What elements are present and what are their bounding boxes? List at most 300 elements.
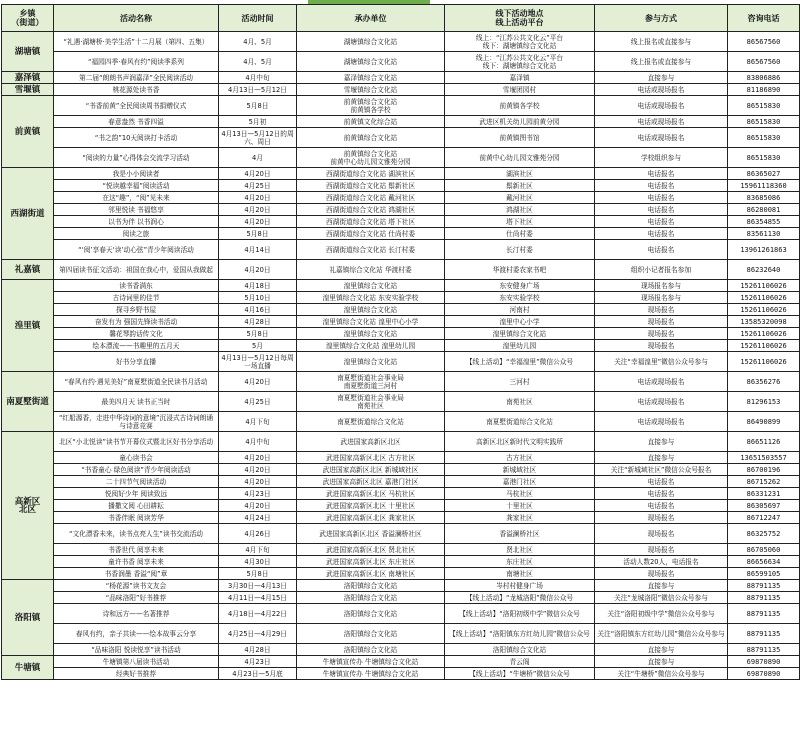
phone-cell: 83806886 xyxy=(728,72,800,84)
organizer-cell: 牛塘镇宣传办 牛塘镇综合文化站 xyxy=(297,668,445,680)
method-cell: 电话报名 xyxy=(595,192,728,204)
organizer-cell: 湖塘镇综合文化站 xyxy=(297,32,445,52)
venue-cell: 湟里幼儿园 xyxy=(445,340,595,352)
phone-cell: 83561130 xyxy=(728,228,800,240)
venue-cell: 十里社区 xyxy=(445,500,595,512)
organizer-cell: 武进国家高新区北区 新城域社区 xyxy=(297,464,445,476)
activity-cell: 悦阅好少年 阅读致远 xyxy=(54,488,219,500)
method-cell: 电话或现场报名 xyxy=(595,96,728,116)
organizer-cell: 洛阳镇综合文化站 xyxy=(297,604,445,624)
phone-cell: 86365027 xyxy=(728,168,800,180)
method-cell: 直接参与 xyxy=(595,580,728,592)
activity-cell: “书之韵”10天阅读打卡活动 xyxy=(54,128,219,148)
activity-cell: 童心读书会 xyxy=(54,452,219,464)
time-cell: 4月18日—4月22日 xyxy=(219,604,297,624)
time-cell: 4月13日—5月12日的周六、周日 xyxy=(219,128,297,148)
phone-cell: 86331231 xyxy=(728,488,800,500)
method-cell: 直接参与 xyxy=(595,644,728,656)
venue-cell: 南苑社区 xyxy=(445,392,595,412)
time-cell: 5月 xyxy=(219,340,297,352)
method-cell: 电话报名 xyxy=(595,180,728,192)
organizer-cell: 湟里镇综合文化站 xyxy=(297,328,445,340)
phone-cell: 86515830 xyxy=(728,96,800,116)
table-row xyxy=(2,604,800,624)
organizer-cell: 雪堰镇综合文化站 xyxy=(297,84,445,96)
time-cell: 5月8日 xyxy=(219,96,297,116)
venue-cell: 青云阁 xyxy=(445,656,595,668)
table-row xyxy=(2,556,800,568)
activity-schedule-table xyxy=(1,4,800,680)
table-row xyxy=(2,524,800,544)
table-row xyxy=(2,260,800,280)
method-cell: 电话报名 xyxy=(595,240,728,260)
table-row xyxy=(2,52,800,72)
organizer-cell: 湟里镇综合文化站 湟里中心小学 xyxy=(297,316,445,328)
activity-cell: 第二届“朗朗书声润嘉泽”全民阅读活动 xyxy=(54,72,219,84)
time-cell: 4月18日 xyxy=(219,280,297,292)
organizer-cell: 湟里镇综合文化站 xyxy=(297,280,445,292)
method-cell: 电话报名 xyxy=(595,476,728,488)
activity-cell: 第四届读书征文活动：祖国在我心中，爱国从我做起 xyxy=(54,260,219,280)
table-row xyxy=(2,204,800,216)
time-cell: 4月、5月 xyxy=(219,52,297,72)
activity-cell: 春风有约，亲子共读——绘本故事云分享 xyxy=(54,624,219,644)
phone-cell: 86656634 xyxy=(728,556,800,568)
phone-cell: 86715262 xyxy=(728,476,800,488)
venue-cell: 新城域社区 xyxy=(445,464,595,476)
organizer-cell: 西湖街道综合文化站 戴河社区 xyxy=(297,192,445,204)
table-row xyxy=(2,72,800,84)
organizer-cell: 武进国家高新区北区 马杭社区 xyxy=(297,488,445,500)
organizer-cell: 洛阳镇综合文化站 xyxy=(297,644,445,656)
method-cell: 关注“牛塘桥”微信公众号参与 xyxy=(595,668,728,680)
method-cell: 电话或现场报名 xyxy=(595,84,728,96)
venue-cell: 塔下社区 xyxy=(445,216,595,228)
method-cell: 电话报名 xyxy=(595,488,728,500)
organizer-cell: 洛阳镇综合文化站 xyxy=(297,624,445,644)
town-cell: 前黄镇 xyxy=(2,96,54,168)
table-row xyxy=(2,568,800,580)
venue-cell: 洛阳镇综合文化站 xyxy=(445,644,595,656)
table-row xyxy=(2,452,800,464)
method-cell: 关注“龙城洛阳”微信公众号参与 xyxy=(595,592,728,604)
table-row xyxy=(2,372,800,392)
time-cell: 4月下旬 xyxy=(219,544,297,556)
organizer-cell: 西湖街道综合文化站 鬃新社区 xyxy=(297,180,445,192)
activity-cell: 好书分享直播 xyxy=(54,352,219,372)
activity-cell: “礼遇·湖塘桥·美学生活”十二月展（第四、五集） xyxy=(54,32,219,52)
method-cell: 电话或现场报名 xyxy=(595,372,728,392)
venue-cell: 南塘社区 xyxy=(445,568,595,580)
activity-cell: “红船源香，走进中华诗词的意境”沉浸式古诗词朗诵与诗意竞赛 xyxy=(54,412,219,432)
time-cell: 5月8日 xyxy=(219,568,297,580)
town-cell: 嘉泽镇 xyxy=(2,72,54,84)
method-cell: 现场报名 xyxy=(595,544,728,556)
time-cell: 4月11日—4月15日 xyxy=(219,592,297,604)
table-row xyxy=(2,592,800,604)
phone-cell: 15261106026 xyxy=(728,352,800,372)
time-cell: 4月13日—5月12日每周一场直播 xyxy=(219,352,297,372)
table-row xyxy=(2,340,800,352)
venue-cell: 鬃新社区 xyxy=(445,180,595,192)
method-cell: 电话报名 xyxy=(595,168,728,180)
phone-cell: 86712247 xyxy=(728,512,800,524)
venue-cell: 古方社区 xyxy=(445,452,595,464)
phone-cell: 88791135 xyxy=(728,644,800,656)
table-row xyxy=(2,228,800,240)
phone-cell: 88791135 xyxy=(728,604,800,624)
activity-cell: 奋发有为 强国先锋读书活动 xyxy=(54,316,219,328)
method-cell: 电话报名 xyxy=(595,500,728,512)
venue-cell: 湟里镇综合文化站 xyxy=(445,328,595,340)
method-cell: 现场报名参与 xyxy=(595,292,728,304)
venue-cell: 湟里中心小学 xyxy=(445,316,595,328)
method-cell: 现场报名 xyxy=(595,316,728,328)
phone-cell: 13585320098 xyxy=(728,316,800,328)
organizer-cell: 武进国家高新区北区 古方社区 xyxy=(297,452,445,464)
activity-cell: “悦读越幸福”阅读活动 xyxy=(54,180,219,192)
organizer-cell: 武进国家高新区北区 香溢澜桥社区 xyxy=(297,524,445,544)
organizer-cell: 湟里镇综合文化站 xyxy=(297,352,445,372)
header-time: 活动时间 xyxy=(219,5,297,32)
venue-cell: 长汀村委 xyxy=(445,240,595,260)
table-row xyxy=(2,32,800,52)
time-cell: 4月25日 xyxy=(219,180,297,192)
venue-cell: 岑村村健身广场 xyxy=(445,580,595,592)
time-cell: 4月中旬 xyxy=(219,432,297,452)
method-cell: 线上报名或直接参与 xyxy=(595,52,728,72)
activity-cell: “书香前黄”全民阅读周书捐赠仪式 xyxy=(54,96,219,116)
organizer-cell: 嘉泽镇综合文化站 xyxy=(297,72,445,84)
activity-cell: “福园四季·春风有约”阅读季系列 xyxy=(54,52,219,72)
phone-cell: 15261106026 xyxy=(728,328,800,340)
organizer-cell: 武进国家高新区北区 龚家社区 xyxy=(297,512,445,524)
method-cell: 现场报名 xyxy=(595,328,728,340)
table-row xyxy=(2,392,800,412)
method-cell: 直接参与 xyxy=(595,656,728,668)
table-row xyxy=(2,128,800,148)
time-cell: 4月16日 xyxy=(219,304,297,316)
activity-cell: 馨花琴韵话传文化 xyxy=(54,328,219,340)
phone-cell: 86325752 xyxy=(728,524,800,544)
phone-cell: 86515830 xyxy=(728,116,800,128)
header-method: 参与方式 xyxy=(595,5,728,32)
phone-cell: 86356276 xyxy=(728,372,800,392)
table-row xyxy=(2,240,800,260)
activity-cell: “阅读的力量”心得体会交流学习活动 xyxy=(54,148,219,168)
time-cell: 5月8日 xyxy=(219,228,297,240)
venue-cell: 南夏墅街道综合文化站 xyxy=(445,412,595,432)
table-row xyxy=(2,432,800,452)
activity-cell: 诗和远方——名著推荐 xyxy=(54,604,219,624)
organizer-cell: 西湖街道综合文化站 仕尚村委 xyxy=(297,228,445,240)
method-cell: 直接参与 xyxy=(595,452,728,464)
activity-cell: “品味洛阳”好书推荐 xyxy=(54,592,219,604)
organizer-cell: 武进国家高新区北区 嘉港门社区 xyxy=(297,476,445,488)
method-cell: 电话报名 xyxy=(595,216,728,228)
venue-cell: 嘉港门社区 xyxy=(445,476,595,488)
phone-cell: 86567560 xyxy=(728,32,800,52)
venue-cell: 前黄镇图书馆 xyxy=(445,128,595,148)
phone-cell: 13651503557 xyxy=(728,452,800,464)
activity-cell: 书香伴眠 阅读芳华 xyxy=(54,512,219,524)
organizer-cell: 西湖街道综合文化站 鸿湖社区 xyxy=(297,204,445,216)
activity-cell: 北区“小北悦读”读书节开幕仪式暨北区好书分享活动 xyxy=(54,432,219,452)
method-cell: 学校组织参与 xyxy=(595,148,728,168)
organizer-cell: 洛阳镇综合文化站 xyxy=(297,580,445,592)
organizer-cell: 南夏墅街道综合文化站 xyxy=(297,412,445,432)
time-cell: 4月20日 xyxy=(219,260,297,280)
activity-cell: “‘阅’享春天‘读’动心弦”青少年阅读活动 xyxy=(54,240,219,260)
table-row xyxy=(2,96,800,116)
method-cell: 关注“幸福湟里”微信公众号参与 xyxy=(595,352,728,372)
organizer-cell: 牛塘镇宣传办 牛塘镇综合文化站 xyxy=(297,656,445,668)
activity-cell: 播撒文阅 心田耕耘 xyxy=(54,500,219,512)
town-cell: 湖塘镇 xyxy=(2,32,54,72)
method-cell: 直接参与 xyxy=(595,72,728,84)
venue-cell: 湖滨社区 xyxy=(445,168,595,180)
method-cell: 现场报名 xyxy=(595,304,728,316)
table-row xyxy=(2,580,800,592)
phone-cell: 13961261863 xyxy=(728,240,800,260)
phone-cell: 15261106026 xyxy=(728,292,800,304)
time-cell: 4月20日 xyxy=(219,372,297,392)
town-cell: 礼嘉镇 xyxy=(2,260,54,280)
time-cell: 4月30日 xyxy=(219,556,297,568)
table-row xyxy=(2,148,800,168)
method-cell: 活动人数20人，电话报名 xyxy=(595,556,728,568)
organizer-cell: 武进国家高新区北区 十里社区 xyxy=(297,500,445,512)
phone-cell: 86700196 xyxy=(728,464,800,476)
table-row xyxy=(2,280,800,292)
time-cell: 4月24日 xyxy=(219,512,297,524)
header-activity: 活动名称 xyxy=(54,5,219,32)
method-cell: 电话或现场报名 xyxy=(595,392,728,412)
phone-cell: 15261106026 xyxy=(728,280,800,292)
time-cell: 4月28日 xyxy=(219,644,297,656)
phone-cell: 69870890 xyxy=(728,668,800,680)
time-cell: 4月20日 xyxy=(219,192,297,204)
phone-cell: 15961118360 xyxy=(728,180,800,192)
venue-cell: 东安实验学校 xyxy=(445,292,595,304)
activity-cell: 探寻乡野书屋 xyxy=(54,304,219,316)
organizer-cell: 武进国家高新区北区 xyxy=(297,432,445,452)
phone-cell: 86305697 xyxy=(728,500,800,512)
town-cell: 湟里镇 xyxy=(2,280,54,372)
phone-cell: 15261106026 xyxy=(728,304,800,316)
venue-cell: 【线上活动】“洛阳镇东方红幼儿园”微信公众号 xyxy=(445,624,595,644)
method-cell: 电话或现场报名 xyxy=(595,128,728,148)
table-row xyxy=(2,352,800,372)
organizer-cell: 洛阳镇综合文化站 xyxy=(297,592,445,604)
table-row xyxy=(2,624,800,644)
phone-cell: 86354855 xyxy=(728,216,800,228)
venue-cell: 戴河社区 xyxy=(445,192,595,204)
table-header xyxy=(2,5,800,32)
town-cell: 洛阳镇 xyxy=(2,580,54,656)
activity-cell: “书香童心 绿色阅读”青少年阅读活动 xyxy=(54,464,219,476)
organizer-cell: 湖塘镇综合文化站 xyxy=(297,52,445,72)
time-cell: 5月8日 xyxy=(219,328,297,340)
activity-cell: 书香世代 阅享未来 xyxy=(54,544,219,556)
town-cell: 牛塘镇 xyxy=(2,656,54,680)
venue-cell: 【线上活动】“幸福湟里”微信公众号 xyxy=(445,352,595,372)
town-cell: 高新区 北区 xyxy=(2,432,54,580)
header-organizer: 承办单位 xyxy=(297,5,445,32)
activity-cell: 书香润墨 香溢“阅”章 xyxy=(54,568,219,580)
organizer-cell: 西湖街道综合文化站 长汀村委 xyxy=(297,240,445,260)
organizer-cell: 武进国家高新区北区 贤北社区 xyxy=(297,544,445,556)
activity-cell: 经典好书推荐 xyxy=(54,668,219,680)
phone-cell: 88791135 xyxy=(728,624,800,644)
time-cell: 4月20日 xyxy=(219,452,297,464)
activity-cell: 阅读之旅 xyxy=(54,228,219,240)
activity-cell: “杨花源”读书文友会 xyxy=(54,580,219,592)
table-row xyxy=(2,216,800,228)
method-cell: 现场报名 xyxy=(595,524,728,544)
time-cell: 4月中旬 xyxy=(219,72,297,84)
venue-cell: 【线上活动】“洛阳初级中学”微信公众号 xyxy=(445,604,595,624)
method-cell: 现场报名 xyxy=(595,340,728,352)
time-cell: 4月20日 xyxy=(219,204,297,216)
table-row xyxy=(2,464,800,476)
table-row xyxy=(2,328,800,340)
organizer-cell: 前黄镇文化综合站 xyxy=(297,116,445,128)
table-row xyxy=(2,292,800,304)
phone-cell: 88791135 xyxy=(728,592,800,604)
venue-cell: 河南村 xyxy=(445,304,595,316)
phone-cell: 69870890 xyxy=(728,656,800,668)
time-cell: 4月23日 xyxy=(219,656,297,668)
time-cell: 4月23日—5月底 xyxy=(219,668,297,680)
activity-cell: 古诗词里的佳节 xyxy=(54,292,219,304)
venue-cell: 【线上活动】“牛塘桥”微信公众号 xyxy=(445,668,595,680)
table-row xyxy=(2,512,800,524)
header-phone: 咨询电话 xyxy=(728,5,800,32)
venue-cell: 马杭社区 xyxy=(445,488,595,500)
time-cell: 5月初 xyxy=(219,116,297,128)
activity-cell: 以书为伴 以书润心 xyxy=(54,216,219,228)
activity-cell: 在这“趣”，“阅”见未来 xyxy=(54,192,219,204)
activity-cell: 绘本漂流——书趣里的五月天 xyxy=(54,340,219,352)
activity-cell: “文化漂香未来，读书点亮人生”读书交流活动 xyxy=(54,524,219,544)
activity-cell: 二十四节气阅读活动 xyxy=(54,476,219,488)
table-row xyxy=(2,84,800,96)
table-row xyxy=(2,304,800,316)
organizer-cell: 西湖街道综合文化站 塔下社区 xyxy=(297,216,445,228)
venue-cell: 前黄镇各学校 xyxy=(445,96,595,116)
table-row xyxy=(2,656,800,668)
venue-cell: 香溢澜桥社区 xyxy=(445,524,595,544)
venue-cell: 东庄社区 xyxy=(445,556,595,568)
venue-cell: 高新区北区新时代文明实践所 xyxy=(445,432,595,452)
activity-cell: “春风有约·遇见美好”南夏墅街道全民读书月活动 xyxy=(54,372,219,392)
organizer-cell: 湟里镇综合文化站 湟里幼儿园 xyxy=(297,340,445,352)
table-row xyxy=(2,644,800,656)
activity-cell: 邻里悦读 书福悠享 xyxy=(54,204,219,216)
organizer-cell: 湟里镇综合文化站 xyxy=(297,304,445,316)
header-town: 乡镇 （街道） xyxy=(2,5,54,32)
organizer-cell: 武进国家高新区北区 南塘社区 xyxy=(297,568,445,580)
time-cell: 4月26日 xyxy=(219,524,297,544)
organizer-cell: 湟里镇综合文化站 东安实验学校 xyxy=(297,292,445,304)
town-cell: 西湖街道 xyxy=(2,168,54,260)
table-row xyxy=(2,476,800,488)
phone-cell: 86651126 xyxy=(728,432,800,452)
organizer-cell: 南夏墅街道社会事业局 南夏墅街道三河村 xyxy=(297,372,445,392)
activity-cell: 读书香满东 xyxy=(54,280,219,292)
activity-cell: 牛塘镇第八届读书活动 xyxy=(54,656,219,668)
method-cell: 现场报名参与 xyxy=(595,280,728,292)
time-cell: 4月20日 xyxy=(219,168,297,180)
phone-cell: 86280081 xyxy=(728,204,800,216)
organizer-cell: 前黄镇综合文化站 前黄镇各学校 xyxy=(297,96,445,116)
method-cell: 电话报名 xyxy=(595,228,728,240)
time-cell: 4月20日 xyxy=(219,216,297,228)
phone-cell: 88791135 xyxy=(728,580,800,592)
table-row xyxy=(2,668,800,680)
table-body xyxy=(2,32,800,680)
venue-cell: 东安健身广场 xyxy=(445,280,595,292)
venue-cell: 三河村 xyxy=(445,372,595,392)
organizer-cell: 礼嘉镇综合文化站 华渡村委 xyxy=(297,260,445,280)
venue-cell: 龚家社区 xyxy=(445,512,595,524)
table-row xyxy=(2,544,800,556)
venue-cell: 线上：“江苏公共文化云”平台 线下：湖塘镇综合文化站 xyxy=(445,32,595,52)
phone-cell: 81186890 xyxy=(728,84,800,96)
phone-cell: 86490899 xyxy=(728,412,800,432)
time-cell: 3月30日—4月13日 xyxy=(219,580,297,592)
venue-cell: 前黄中心幼儿园文雅苑分园 xyxy=(445,148,595,168)
time-cell: 4月25日 xyxy=(219,392,297,412)
method-cell: 关注“新城域社区”微信公众号报名 xyxy=(595,464,728,476)
time-cell: 4月14日 xyxy=(219,240,297,260)
venue-cell: 武进区机关幼儿园前黄分园 xyxy=(445,116,595,128)
method-cell: 现场报名 xyxy=(595,568,728,580)
venue-cell: 鸿湖社区 xyxy=(445,204,595,216)
organizer-cell: 前黄镇综合文化站 xyxy=(297,128,445,148)
time-cell: 4月 xyxy=(219,148,297,168)
table-row xyxy=(2,412,800,432)
phone-cell: 83685086 xyxy=(728,192,800,204)
time-cell: 4月20日 xyxy=(219,500,297,512)
time-cell: 4月下旬 xyxy=(219,412,297,432)
organizer-cell: 西湖街道综合文化站 湖滨社区 xyxy=(297,168,445,180)
activity-cell: 童许书香 阅享未来 xyxy=(54,556,219,568)
time-cell: 4月20日 xyxy=(219,476,297,488)
table-row xyxy=(2,316,800,328)
method-cell: 组织小记者报名参加 xyxy=(595,260,728,280)
venue-cell: 嘉泽镇 xyxy=(445,72,595,84)
phone-cell: 15261106026 xyxy=(728,340,800,352)
activity-cell: “品味洛阳 悦读悦享”读书活动 xyxy=(54,644,219,656)
activity-cell: 春意盎然 书香四溢 xyxy=(54,116,219,128)
town-cell: 雪堰镇 xyxy=(2,84,54,96)
activity-cell: 我是小小阅读者 xyxy=(54,168,219,180)
table-row xyxy=(2,192,800,204)
town-cell: 南夏墅街道 xyxy=(2,372,54,432)
phone-cell: 81296153 xyxy=(728,392,800,412)
phone-cell: 86567560 xyxy=(728,52,800,72)
phone-cell: 86599105 xyxy=(728,568,800,580)
time-cell: 4月20日 xyxy=(219,464,297,476)
phone-cell: 86515830 xyxy=(728,128,800,148)
phone-cell: 86705060 xyxy=(728,544,800,556)
header-venue: 线下活动地点 线上活动平台 xyxy=(445,5,595,32)
organizer-cell: 武进国家高新区北区 东庄社区 xyxy=(297,556,445,568)
method-cell: 电话或现场报名 xyxy=(595,116,728,128)
time-cell: 4月25日—4月29日 xyxy=(219,624,297,644)
